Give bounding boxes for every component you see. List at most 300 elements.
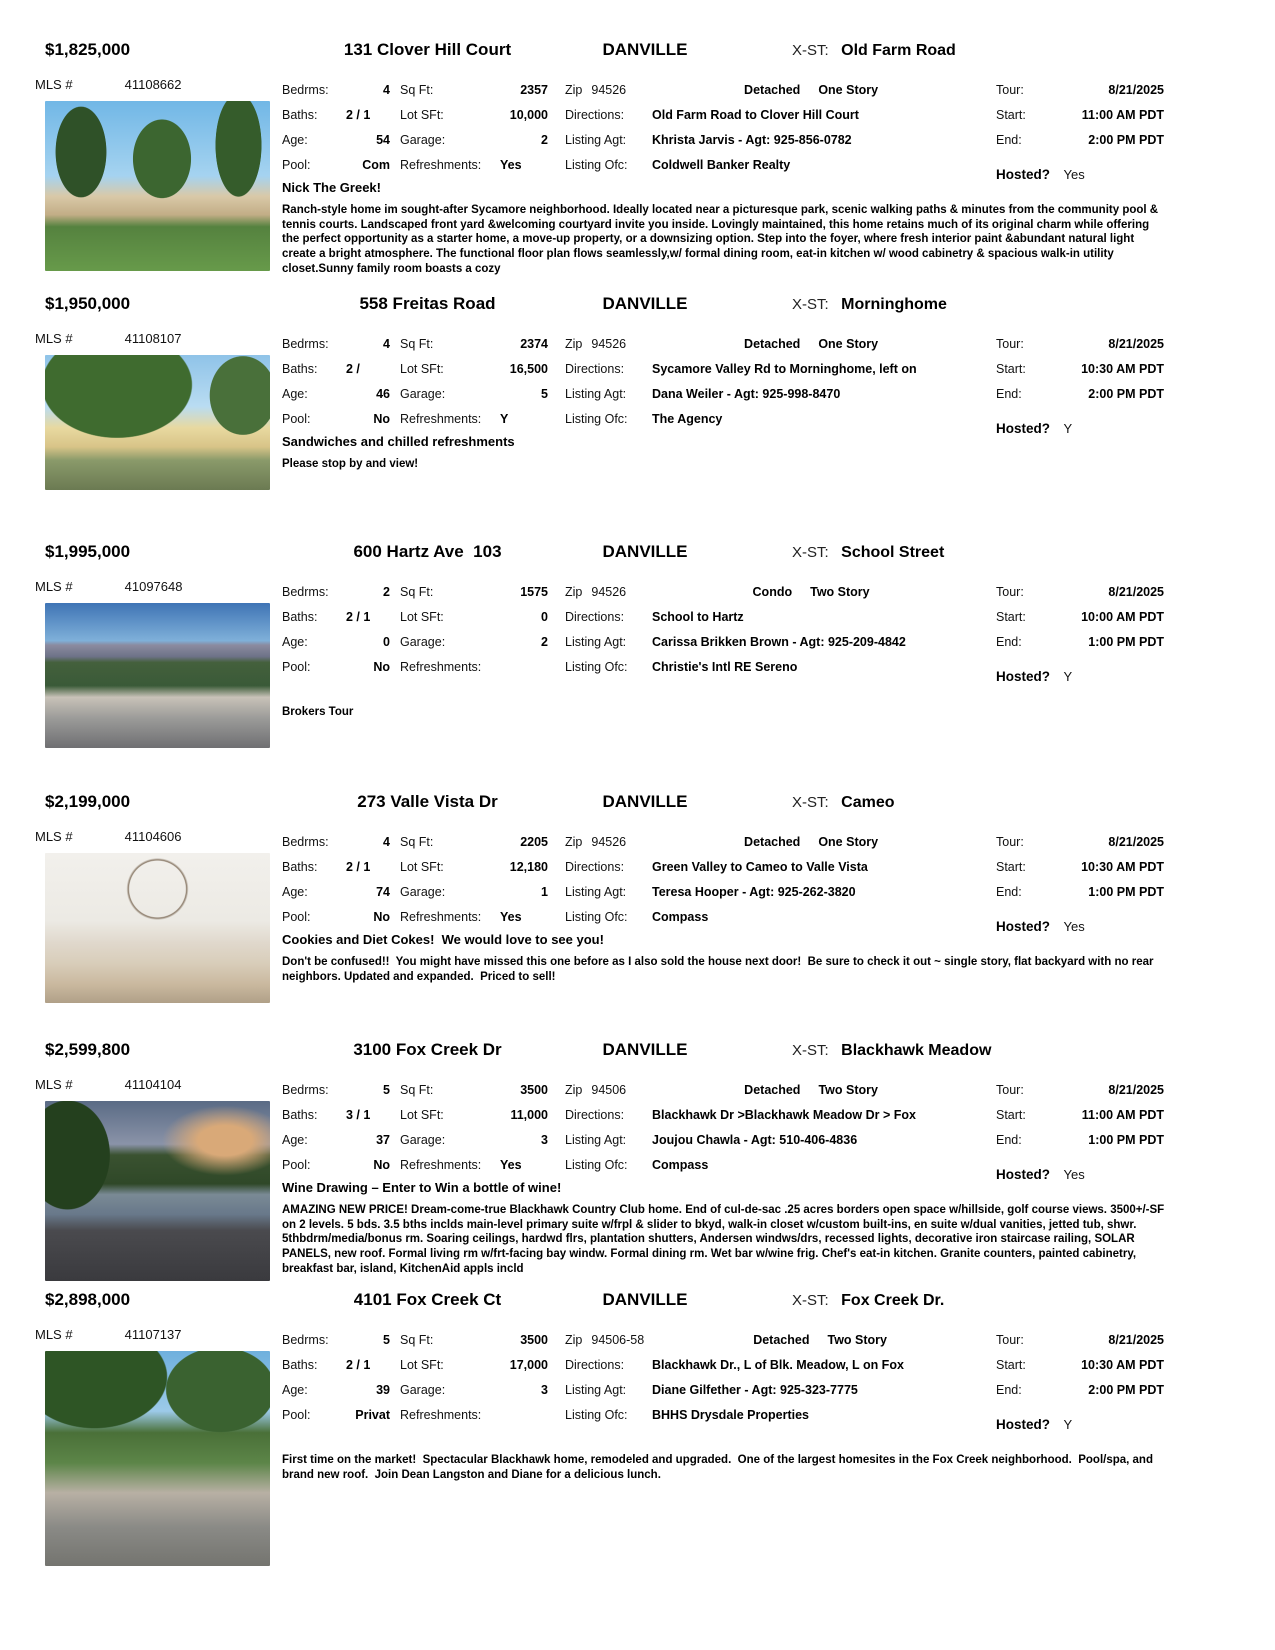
- hosted-label: Hosted?: [996, 421, 1050, 436]
- hosted-group: [996, 421, 1164, 436]
- sqft-label: Sq Ft:: [400, 82, 434, 97]
- cross-street-value: School Street: [841, 544, 945, 561]
- pool-value: No: [373, 909, 390, 924]
- note: Nick The Greek!: [282, 180, 381, 195]
- start-time: 11:00 AM PDT: [1081, 1107, 1164, 1122]
- cross-street-value: Blackhawk Meadow: [841, 1042, 992, 1059]
- details-grid: [282, 1077, 1265, 1182]
- listing: [32, 788, 1265, 1003]
- age-label: Age:: [282, 1132, 308, 1147]
- listing-left-column: [32, 77, 282, 277]
- listing-body: [32, 331, 1265, 490]
- baths-value: 2 / 1: [346, 107, 371, 122]
- listing-left-column: [32, 579, 282, 748]
- end-time: 1:00 PM PDT: [1088, 884, 1164, 899]
- baths-label: Baths:: [282, 609, 318, 624]
- hosted-label: Hosted?: [996, 919, 1050, 934]
- zip-label: Zip: [565, 584, 583, 599]
- mls-row: [32, 1327, 282, 1349]
- mls-label: MLS #: [35, 331, 73, 346]
- listing: [32, 36, 1265, 277]
- zip-value: 94526: [591, 336, 627, 351]
- zip-label: Zip: [565, 834, 583, 849]
- tour-date: 8/21/2025: [1108, 584, 1164, 599]
- mls-row: [32, 331, 282, 353]
- listing-office-value: Compass: [652, 909, 709, 924]
- age-label: Age:: [282, 386, 308, 401]
- listing-office-value: Compass: [652, 1157, 709, 1172]
- age-label: Age:: [282, 634, 308, 649]
- lot-sqft-label: Lot SFt:: [400, 609, 444, 624]
- city: DANVILLE: [602, 40, 688, 59]
- cross-street-group: [792, 1292, 944, 1310]
- details-grid: [282, 1327, 1265, 1432]
- listing-agent-label: Listing Agt:: [565, 1132, 627, 1147]
- lot-sqft-label: Lot SFt:: [400, 107, 444, 122]
- age-value: 74: [376, 884, 390, 899]
- garage-label: Garage:: [400, 1132, 446, 1147]
- sqft-value: 2374: [520, 336, 548, 351]
- listing: [32, 290, 1265, 490]
- pool-label: Pool:: [282, 411, 311, 426]
- end-label: End:: [996, 634, 1022, 649]
- age-value: 0: [383, 634, 390, 649]
- end-time: 2:00 PM PDT: [1088, 132, 1164, 147]
- sqft-label: Sq Ft:: [400, 336, 434, 351]
- directions-value: School to Hartz: [652, 609, 744, 624]
- directions-value: Blackhawk Dr., L of Blk. Meadow, L on Fox: [652, 1357, 904, 1372]
- property-type: Detached: [753, 1332, 810, 1347]
- zip-value: 94506-58: [591, 1332, 645, 1347]
- city: DANVILLE: [602, 542, 688, 561]
- city: DANVILLE: [602, 1290, 688, 1309]
- listing-left-column: [32, 829, 282, 1003]
- refreshments-value: Yes: [500, 909, 522, 924]
- directions-value: Blackhawk Dr >Blackhawk Meadow Dr > Fox: [652, 1107, 916, 1122]
- property-stories: Two Story: [827, 1332, 887, 1347]
- directions-label: Directions:: [565, 361, 625, 376]
- property-type-group: [626, 585, 996, 599]
- property-stories: Two Story: [818, 1082, 878, 1097]
- pool-value: No: [373, 1157, 390, 1172]
- lot-sqft-label: Lot SFt:: [400, 859, 444, 874]
- tour-date: 8/21/2025: [1108, 82, 1164, 97]
- listing-office-label: Listing Ofc:: [565, 411, 628, 426]
- garage-label: Garage:: [400, 634, 446, 649]
- details-grid: [282, 331, 1265, 436]
- cross-street-label: X-ST:: [792, 296, 829, 313]
- bedrooms-value: 4: [383, 336, 390, 351]
- pool-value: No: [373, 411, 390, 426]
- city: DANVILLE: [602, 792, 688, 811]
- listing-agent-value: Dana Weiler - Agt: 925-998-8470: [652, 386, 841, 401]
- zip-label: Zip: [565, 336, 583, 351]
- property-type-group: [626, 835, 996, 849]
- cross-street-group: [792, 296, 947, 314]
- listing-agent-label: Listing Agt:: [565, 386, 627, 401]
- directions-label: Directions:: [565, 1107, 625, 1122]
- pool-label: Pool:: [282, 157, 311, 172]
- tour-label: Tour:: [996, 834, 1024, 849]
- description: Don't be confused!! You might have missed this one before as I also sold the house next door! Be sure to check it out ~ single story, flat backyard with no rear neighbors. Updated and expanded. Priced to sell!: [282, 956, 1157, 983]
- cross-street-value: Old Farm Road: [841, 42, 956, 59]
- address: 131 Clover Hill Court: [343, 40, 512, 59]
- directions-value: Old Farm Road to Clover Hill Court: [652, 107, 859, 122]
- pool-label: Pool:: [282, 1407, 311, 1422]
- listing-agent-value: Khrista Jarvis - Agt: 925-856-0782: [652, 132, 852, 147]
- pool-label: Pool:: [282, 659, 311, 674]
- property-type: Detached: [744, 336, 801, 351]
- cross-street-group: [792, 42, 956, 60]
- baths-value: 2 / 1: [346, 609, 371, 624]
- listing: [32, 1036, 1265, 1281]
- listing-agent-value: Carissa Brikken Brown - Agt: 925-209-4842: [652, 634, 906, 649]
- age-value: 46: [376, 386, 390, 401]
- price: $1,825,000: [45, 40, 131, 59]
- age-label: Age:: [282, 884, 308, 899]
- end-label: End:: [996, 132, 1022, 147]
- price: $2,599,800: [45, 1040, 131, 1059]
- garage-value: 5: [541, 386, 548, 401]
- listing-agent-label: Listing Agt:: [565, 884, 627, 899]
- zip-type-row: [548, 83, 996, 97]
- pool-label: Pool:: [282, 909, 311, 924]
- bedrooms-label: Bedrms:: [282, 584, 329, 599]
- listing-left-column: [32, 1327, 282, 1566]
- hosted-label: Hosted?: [996, 167, 1050, 182]
- start-time: 10:30 AM PDT: [1081, 859, 1164, 874]
- tour-label: Tour:: [996, 584, 1024, 599]
- description: Brokers Tour: [282, 706, 354, 718]
- bedrooms-label: Bedrms:: [282, 336, 329, 351]
- refreshments-label: Refreshments:: [400, 909, 482, 924]
- mls-label: MLS #: [35, 1327, 73, 1342]
- mls-number: 41097648: [124, 579, 183, 594]
- hosted-value: Y: [1063, 421, 1073, 436]
- listing-header: [32, 290, 1265, 320]
- tour-date: 8/21/2025: [1108, 1082, 1164, 1097]
- listing-office-label: Listing Ofc:: [565, 909, 628, 924]
- listing-office-value: Coldwell Banker Realty: [652, 157, 791, 172]
- bedrooms-value: 4: [383, 82, 390, 97]
- property-stories: Two Story: [810, 584, 870, 599]
- bedrooms-value: 5: [383, 1082, 390, 1097]
- hosted-value: Y: [1063, 1417, 1073, 1432]
- listing-body: [32, 1077, 1265, 1281]
- description: Please stop by and view!: [282, 458, 419, 470]
- directions-value: Green Valley to Cameo to Valle Vista: [652, 859, 868, 874]
- hosted-group: [996, 919, 1164, 934]
- pool-value: Privat: [355, 1407, 390, 1422]
- cross-street-value: Morninghome: [841, 296, 947, 313]
- property-type-group: [626, 337, 996, 351]
- address: 4101 Fox Creek Ct: [353, 1290, 502, 1309]
- refreshments-value: Y: [500, 411, 509, 426]
- zip-value: 94506: [591, 1082, 627, 1097]
- listing-body: [32, 77, 1265, 277]
- sqft-label: Sq Ft:: [400, 1332, 434, 1347]
- mls-label: MLS #: [35, 1077, 73, 1092]
- directions-label: Directions:: [565, 859, 625, 874]
- zip-type-row: [548, 585, 996, 599]
- baths-label: Baths:: [282, 361, 318, 376]
- start-label: Start:: [996, 1357, 1026, 1372]
- directions-value: Sycamore Valley Rd to Morninghome, left on: [652, 361, 917, 376]
- end-label: End:: [996, 1382, 1022, 1397]
- hosted-label: Hosted?: [996, 669, 1050, 684]
- garage-label: Garage:: [400, 386, 446, 401]
- hosted-group: [996, 1167, 1164, 1182]
- note: [282, 682, 1265, 703]
- property-photo: [45, 853, 270, 1003]
- end-label: End:: [996, 386, 1022, 401]
- mls-row: [32, 1077, 282, 1099]
- mls-number: 41104606: [124, 829, 182, 844]
- details-grid: [282, 829, 1265, 934]
- start-time: 10:30 AM PDT: [1081, 361, 1164, 376]
- mls-row: [32, 829, 282, 851]
- listing-header: [32, 788, 1265, 818]
- mls-number: 41104104: [124, 1077, 182, 1092]
- baths-value: 2 / 1: [346, 859, 371, 874]
- sqft-value: 1575: [520, 584, 548, 599]
- garage-value: 1: [541, 884, 548, 899]
- directions-label: Directions:: [565, 609, 625, 624]
- listing-body: [32, 1327, 1265, 1566]
- start-time: 11:00 AM PDT: [1081, 107, 1164, 122]
- lot-sqft-value: 12,180: [509, 859, 548, 874]
- listing-details: [282, 331, 1265, 490]
- note: Cookies and Diet Cokes! We would love to see you!: [282, 932, 604, 947]
- garage-label: Garage:: [400, 1382, 446, 1397]
- sqft-value: 3500: [520, 1332, 548, 1347]
- start-time: 10:30 AM PDT: [1081, 1357, 1164, 1372]
- lot-sqft-value: 0: [541, 609, 548, 624]
- cross-street-group: [792, 544, 944, 562]
- hosted-value: Y: [1063, 669, 1073, 684]
- listing-agent-value: Diane Gilfether - Agt: 925-323-7775: [652, 1382, 858, 1397]
- baths-value: 2 /: [346, 361, 360, 376]
- garage-value: 2: [541, 132, 548, 147]
- start-label: Start:: [996, 859, 1026, 874]
- bedrooms-value: 5: [383, 1332, 390, 1347]
- listing-left-column: [32, 331, 282, 490]
- cross-street-label: X-ST:: [792, 1042, 829, 1059]
- mls-number: 41108662: [124, 77, 182, 92]
- property-stories: One Story: [818, 834, 879, 849]
- bedrooms-value: 2: [383, 584, 390, 599]
- listing-office-label: Listing Ofc:: [565, 659, 628, 674]
- mls-label: MLS #: [35, 77, 73, 92]
- listing-office-label: Listing Ofc:: [565, 1157, 628, 1172]
- listing-office-value: Christie's Intl RE Sereno: [652, 659, 798, 674]
- lot-sqft-label: Lot SFt:: [400, 1357, 444, 1372]
- price: $2,199,000: [45, 792, 131, 811]
- listing-left-column: [32, 1077, 282, 1281]
- listing-header: [32, 1036, 1265, 1066]
- start-label: Start:: [996, 609, 1026, 624]
- listing-details: [282, 77, 1265, 277]
- details-grid: [282, 579, 1265, 684]
- refreshments-value: Yes: [500, 1157, 522, 1172]
- listing-office-value: BHHS Drysdale Properties: [652, 1407, 810, 1422]
- city: DANVILLE: [602, 294, 688, 313]
- property-photo: [45, 1351, 270, 1566]
- listing-header: [32, 36, 1265, 66]
- price: $1,950,000: [45, 294, 131, 313]
- tour-label: Tour:: [996, 1332, 1024, 1347]
- lot-sqft-label: Lot SFt:: [400, 361, 444, 376]
- refreshments-label: Refreshments:: [400, 157, 482, 172]
- property-type-group: [626, 83, 996, 97]
- zip-type-row: [548, 337, 996, 351]
- tour-label: Tour:: [996, 1082, 1024, 1097]
- bedrooms-label: Bedrms:: [282, 834, 329, 849]
- age-label: Age:: [282, 132, 308, 147]
- lot-sqft-value: 17,000: [509, 1357, 548, 1372]
- refreshments-value: Yes: [500, 157, 522, 172]
- end-label: End:: [996, 1132, 1022, 1147]
- zip-label: Zip: [565, 1332, 583, 1347]
- mls-number: 41108107: [124, 331, 182, 346]
- age-value: 39: [376, 1382, 390, 1397]
- zip-label: Zip: [565, 1082, 583, 1097]
- age-label: Age:: [282, 1382, 308, 1397]
- tour-date: 8/21/2025: [1108, 1332, 1164, 1347]
- property-stories: One Story: [818, 82, 879, 97]
- listing-details: [282, 1327, 1265, 1566]
- cross-street-value: Cameo: [841, 794, 895, 811]
- refreshments-label: Refreshments:: [400, 1157, 482, 1172]
- sqft-value: 2205: [520, 834, 548, 849]
- zip-type-row: [548, 1083, 996, 1097]
- bedrooms-label: Bedrms:: [282, 1332, 329, 1347]
- mls-label: MLS #: [35, 829, 73, 844]
- address: 558 Freitas Road: [359, 294, 496, 313]
- sqft-label: Sq Ft:: [400, 1082, 434, 1097]
- zip-type-row: [548, 835, 996, 849]
- cross-street-label: X-ST:: [792, 794, 829, 811]
- end-label: End:: [996, 884, 1022, 899]
- property-type-group: [644, 1333, 996, 1347]
- description: Ranch-style home im sought-after Sycamore neighborhood. Ideally located near a picturesque park, scenic walking paths & minutes from the community pool & tennis courts. Landscaped front yard &welcoming courtyard invite you inside. Lovingly maintained, this home retains much of its original charm while offering the perfect opportunity as a starter home, a move-up property, or a downsizing option. Step into the foyer, where fresh interior paint &abundant natural light create a bright atmosphere. The functional floor plan flows seamlessly,w/ formal dining room, eat-in kitchen w/ wood cabinetry & spacious walk-in utility closet.Sunny family room boasts a cozy: [282, 204, 1162, 275]
- mls-label: MLS #: [35, 579, 73, 594]
- listing-details: [282, 829, 1265, 1003]
- garage-value: 3: [541, 1382, 548, 1397]
- property-photo: [45, 1101, 270, 1281]
- pool-value: Com: [362, 157, 390, 172]
- zip-value: 94526: [591, 82, 627, 97]
- sqft-value: 2357: [520, 82, 548, 97]
- cross-street-value: Fox Creek Dr.: [841, 1292, 945, 1309]
- hosted-group: [996, 669, 1164, 684]
- listing: [32, 1286, 1265, 1566]
- baths-label: Baths:: [282, 1357, 318, 1372]
- listing-office-value: The Agency: [652, 411, 723, 426]
- mls-row: [32, 579, 282, 601]
- property-type: Detached: [744, 834, 801, 849]
- property-type: Detached: [744, 1082, 801, 1097]
- price: $1,995,000: [45, 542, 131, 561]
- property-photo: [45, 603, 270, 748]
- hosted-value: Yes: [1063, 919, 1085, 934]
- start-label: Start:: [996, 1107, 1026, 1122]
- property-photo: [45, 355, 270, 490]
- cross-street-label: X-ST:: [792, 544, 829, 561]
- garage-label: Garage:: [400, 132, 446, 147]
- property-type-group: [626, 1083, 996, 1097]
- listing-details: [282, 579, 1265, 748]
- zip-value: 94526: [591, 584, 627, 599]
- listing-header: [32, 1286, 1265, 1316]
- listing-agent-label: Listing Agt:: [565, 1382, 627, 1397]
- end-time: 1:00 PM PDT: [1088, 634, 1164, 649]
- lot-sqft-label: Lot SFt:: [400, 1107, 444, 1122]
- baths-label: Baths:: [282, 1107, 318, 1122]
- note: [282, 1430, 1265, 1451]
- hosted-group: [996, 1417, 1164, 1432]
- refreshments-label: Refreshments:: [400, 411, 482, 426]
- mls-number: 41107137: [124, 1327, 182, 1342]
- baths-value: 2 / 1: [346, 1357, 371, 1372]
- bedrooms-value: 4: [383, 834, 390, 849]
- note: Wine Drawing – Enter to Win a bottle of wine!: [282, 1180, 562, 1195]
- garage-label: Garage:: [400, 884, 446, 899]
- garage-value: 3: [541, 1132, 548, 1147]
- start-label: Start:: [996, 107, 1026, 122]
- zip-type-row: [548, 1333, 996, 1347]
- bedrooms-label: Bedrms:: [282, 1082, 329, 1097]
- hosted-label: Hosted?: [996, 1417, 1050, 1432]
- directions-label: Directions:: [565, 1357, 625, 1372]
- baths-label: Baths:: [282, 859, 318, 874]
- property-type: Detached: [744, 82, 801, 97]
- details-grid: [282, 77, 1265, 182]
- end-time: 1:00 PM PDT: [1088, 1132, 1164, 1147]
- lot-sqft-value: 16,500: [509, 361, 548, 376]
- listing-agent-label: Listing Agt:: [565, 634, 627, 649]
- sqft-label: Sq Ft:: [400, 584, 434, 599]
- sqft-value: 3500: [520, 1082, 548, 1097]
- city: DANVILLE: [602, 1040, 688, 1059]
- listing-header: [32, 538, 1265, 568]
- cross-street-group: [792, 794, 895, 812]
- listing-agent-label: Listing Agt:: [565, 132, 627, 147]
- description: First time on the market! Spectacular Blackhawk home, remodeled and upgraded. One of the largest homesites in the Fox Creek neighborhood. Pool/spa, and brand new roof. Join Dean Langston and Diane for a delicious lunch.: [282, 1454, 1157, 1481]
- property-stories: One Story: [818, 336, 879, 351]
- mls-row: [32, 77, 282, 99]
- listing-office-label: Listing Ofc:: [565, 1407, 628, 1422]
- zip-label: Zip: [565, 82, 583, 97]
- listing-details: [282, 1077, 1265, 1281]
- start-label: Start:: [996, 361, 1026, 376]
- sqft-label: Sq Ft:: [400, 834, 434, 849]
- end-time: 2:00 PM PDT: [1088, 1382, 1164, 1397]
- description: AMAZING NEW PRICE! Dream-come-true Blackhawk Country Club home. End of cul-de-sac .25 acres borders open space w/hillside, golf course views. 3500+/-SF on 2 levels. 5 bds. 3.5 bths inclds main-level primary suite w/frpl & slider to bkyd, walk-in closet w/custom built-ins, en suite w/dual vanities, jetted tub, shwr. 5thbdrm/media/bonus rm. Soaring ceilings, hardwd flrs, plantation shutters, Andersen windws/drs, recessed lights, decorative iron staircase railing, SOLAR PANELS, new roof. Formal living rm w/frt-facing bay windw. Formal dining rm. Wet bar w/wine frig. Chef's eat-in kitchen. Granite counters, painted cabinetry, breakfast bar, island, KitchenAid appls incld: [282, 1204, 1168, 1275]
- listing-body: [32, 829, 1265, 1003]
- baths-value: 3 / 1: [346, 1107, 371, 1122]
- refreshments-label: Refreshments:: [400, 659, 482, 674]
- listing-agent-value: Joujou Chawla - Agt: 510-406-4836: [652, 1132, 858, 1147]
- age-value: 37: [376, 1132, 390, 1147]
- start-time: 10:00 AM PDT: [1081, 609, 1164, 624]
- cross-street-label: X-ST:: [792, 42, 829, 59]
- hosted-value: Yes: [1063, 167, 1085, 182]
- listing-office-label: Listing Ofc:: [565, 157, 628, 172]
- tour-label: Tour:: [996, 336, 1024, 351]
- age-value: 54: [376, 132, 390, 147]
- hosted-group: [996, 167, 1164, 182]
